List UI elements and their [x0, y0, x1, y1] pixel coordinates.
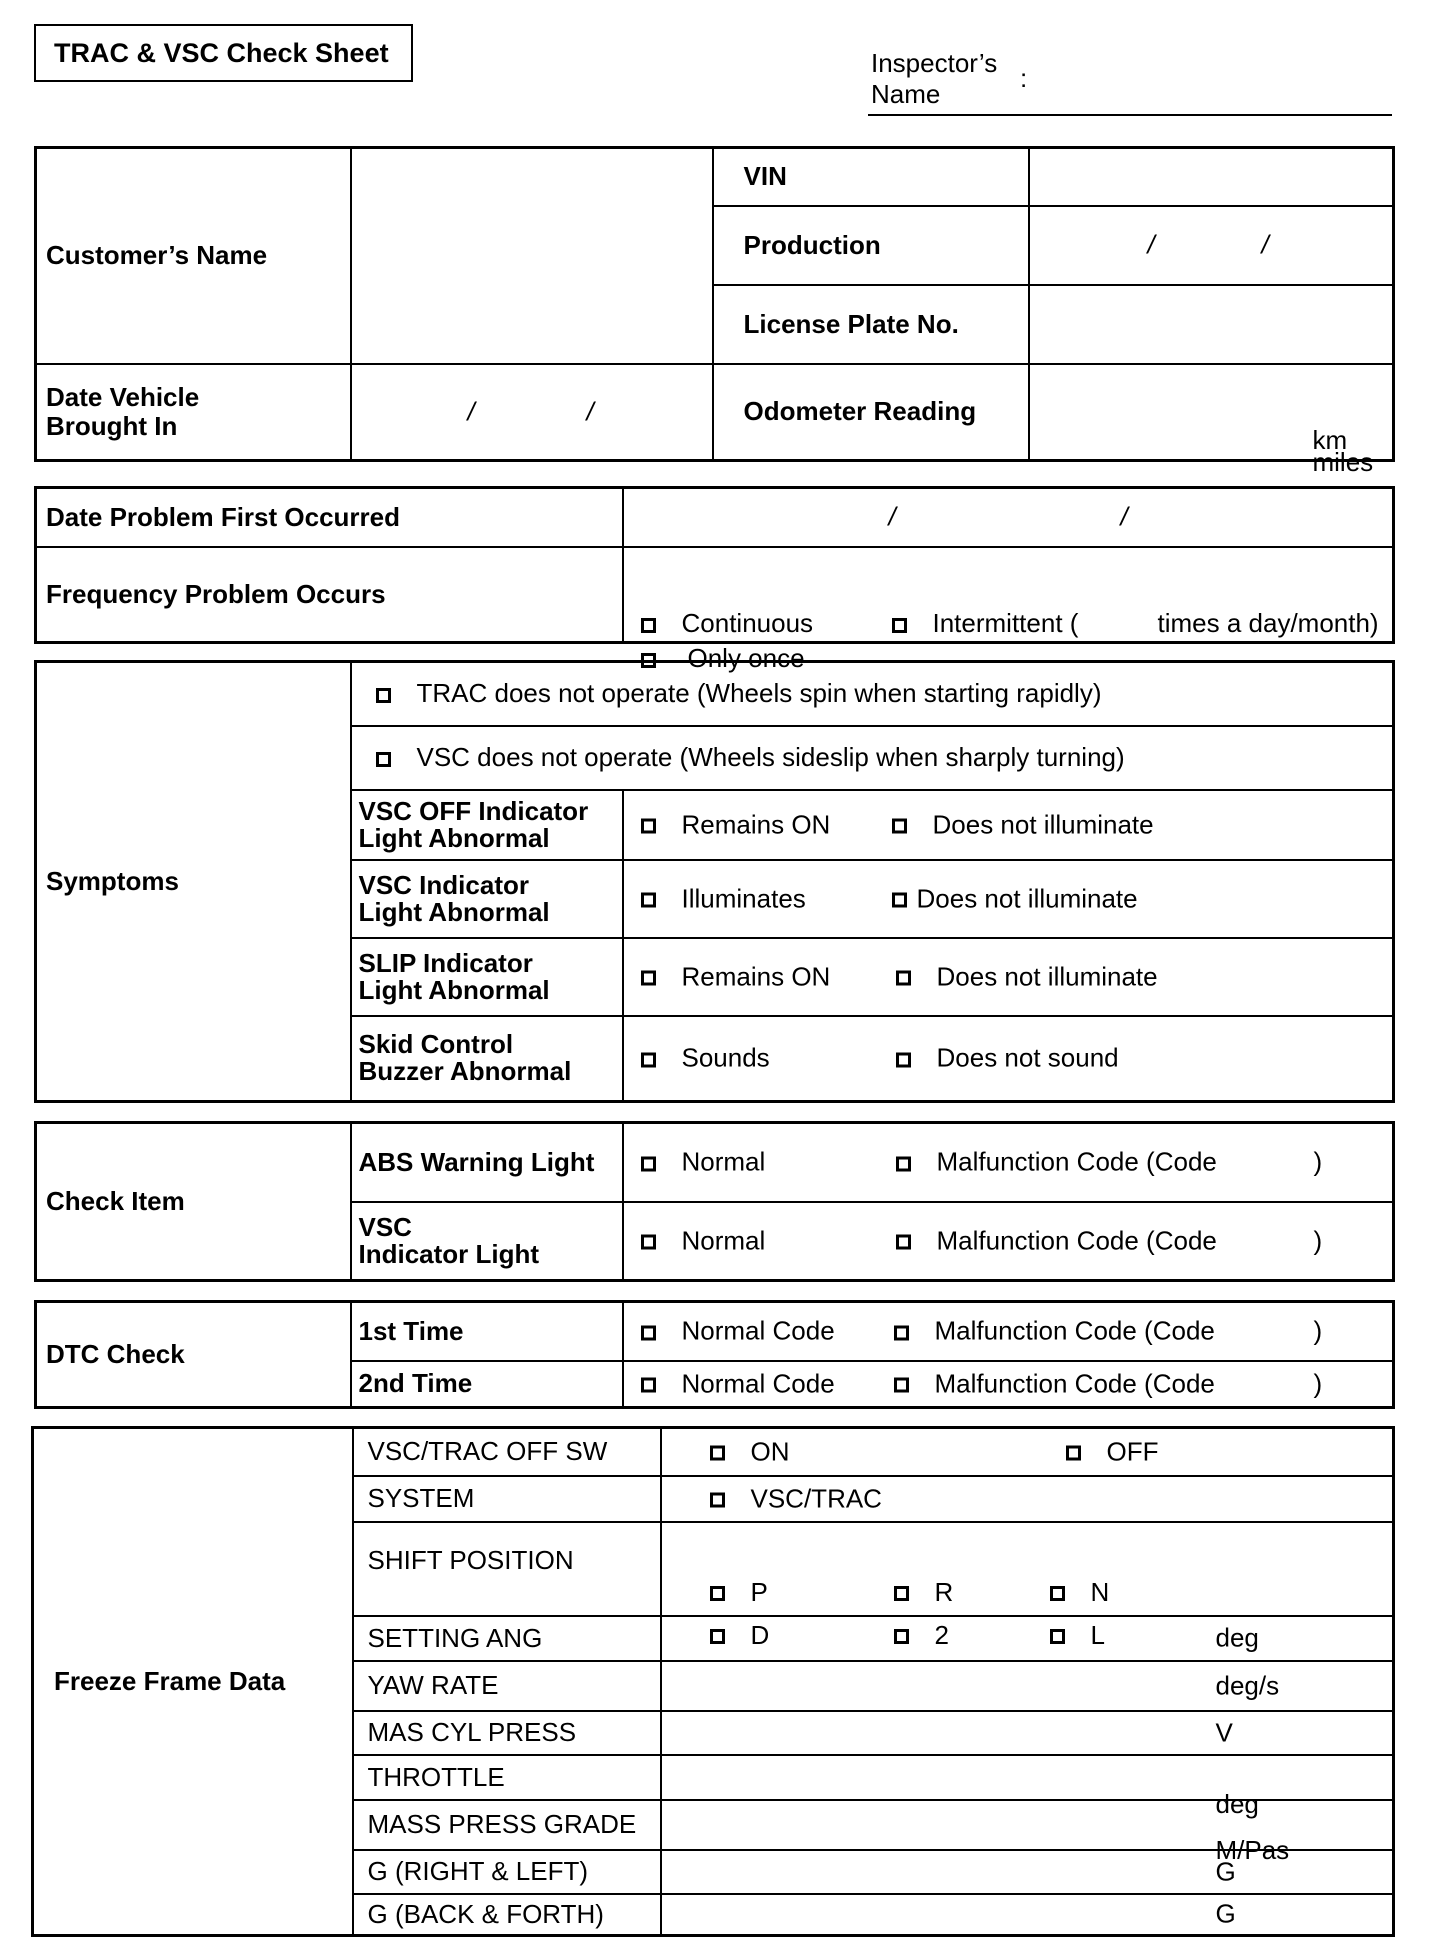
option-intermittent[interactable]: Intermittent (: [892, 608, 1079, 639]
checkbox-icon[interactable]: [892, 819, 907, 834]
unit-km: km: [1312, 424, 1348, 455]
times-label: times a day/month): [1157, 608, 1379, 639]
checkbox-icon[interactable]: [894, 1378, 909, 1393]
unit-label: deg: [1215, 1622, 1259, 1653]
checkbox-icon[interactable]: [710, 1629, 725, 1644]
inspector-label: Inspector’s Name: [871, 48, 998, 109]
symptoms-label: Symptoms: [36, 662, 351, 1102]
option-2[interactable]: 2: [894, 1620, 949, 1651]
unit-label: G: [1215, 1856, 1236, 1886]
option-sounds[interactable]: Sounds: [641, 1043, 770, 1074]
freeze-row-label: SETTING ANG: [353, 1616, 661, 1661]
freeze-row-label: G (BACK & FORTH): [353, 1894, 661, 1936]
shift-position-label: SHIFT POSITION: [353, 1522, 661, 1616]
unit-label: M/Pas: [1215, 1834, 1290, 1865]
vehicle-info-table: [34, 146, 1395, 477]
checkbox-icon[interactable]: [892, 893, 907, 908]
dtc-first-time-label: 1st Time: [351, 1302, 623, 1361]
option-n[interactable]: N: [1050, 1577, 1110, 1608]
option-normal-code[interactable]: Normal Code: [641, 1368, 835, 1399]
option-remains-on[interactable]: Remains ON: [641, 961, 831, 992]
option-does-not-sound[interactable]: Does not sound: [896, 1043, 1119, 1074]
checkbox-icon[interactable]: [896, 1235, 911, 1250]
checkbox-icon[interactable]: [641, 1378, 656, 1393]
vsc-off-indicator-label: VSC OFF Indicator Light Abnormal: [351, 790, 623, 860]
unit-label: deg: [1215, 1789, 1259, 1819]
checkbox-icon[interactable]: [376, 752, 391, 767]
odometer-field[interactable]: [1029, 364, 1394, 477]
option-does-not-illuminate[interactable]: Does not illuminate: [896, 961, 1158, 992]
checkbox-icon[interactable]: [641, 1235, 656, 1250]
checkbox-icon[interactable]: [710, 1493, 725, 1508]
check-item-label: Check Item: [36, 1123, 351, 1281]
production-field[interactable]: / /: [1029, 206, 1394, 285]
checkbox-icon[interactable]: [710, 1586, 725, 1601]
skid-control-buzzer-options: [623, 1016, 1394, 1102]
customer-name-field[interactable]: [351, 148, 713, 364]
freeze-row-value[interactable]: [661, 1800, 1394, 1865]
checkbox-icon[interactable]: [894, 1586, 909, 1601]
vin-label: VIN: [713, 148, 1029, 206]
freeze-row-value[interactable]: [661, 1755, 1394, 1819]
production-label: Production: [713, 206, 1029, 285]
vsc-trac-off-sw-label: VSC/TRAC OFF SW: [353, 1428, 661, 1476]
vsc-off-indicator-options: [623, 790, 1394, 860]
vsc-indicator-light-label: VSC Indicator Light: [351, 1202, 623, 1281]
freeze-frame-table: [31, 1426, 1395, 1937]
date-first-occurred-field[interactable]: / /: [623, 488, 1394, 547]
option-malfunction-code[interactable]: Malfunction Code (Code: [896, 1147, 1217, 1178]
checkbox-icon[interactable]: [1050, 1629, 1065, 1644]
option-normal[interactable]: Normal: [641, 1225, 766, 1256]
option-malfunction-code[interactable]: Malfunction Code (Code: [896, 1225, 1217, 1256]
frequency-label: Frequency Problem Occurs: [36, 547, 623, 643]
frequency-options: [623, 547, 1394, 674]
dtc-second-time-label: 2nd Time: [351, 1361, 623, 1408]
freeze-row-value[interactable]: [661, 1661, 1394, 1711]
sheet-title: TRAC & VSC Check Sheet: [34, 24, 413, 82]
check-item-table: [34, 1121, 1395, 1282]
option-continuous[interactable]: Continuous: [641, 608, 814, 639]
freeze-row-label: THROTTLE: [353, 1755, 661, 1800]
checkbox-icon[interactable]: [896, 1156, 911, 1171]
skid-control-buzzer-label: Skid Control Buzzer Abnormal: [351, 1016, 623, 1102]
checkbox-icon[interactable]: [641, 971, 656, 986]
checkbox-icon[interactable]: [641, 1156, 656, 1171]
freeze-row-label: YAW RATE: [353, 1661, 661, 1711]
freeze-frame-label: Freeze Frame Data: [33, 1428, 353, 1936]
freeze-row-label: G (RIGHT & LEFT): [353, 1850, 661, 1894]
checkbox-icon[interactable]: [710, 1446, 725, 1461]
checkbox-icon[interactable]: [896, 1052, 911, 1067]
unit-label: V: [1215, 1717, 1233, 1747]
date-brought-in-field[interactable]: / /: [351, 364, 713, 461]
checkbox-icon[interactable]: [641, 1325, 656, 1340]
vsc-not-operate-option[interactable]: VSC does not operate (Wheels sideslip when sharply turning): [351, 726, 1394, 790]
option-normal-code[interactable]: Normal Code: [641, 1316, 835, 1347]
option-vsc-trac[interactable]: VSC/TRAC: [710, 1483, 882, 1514]
unit-label: deg/s: [1215, 1670, 1280, 1700]
freeze-row-label: MAS CYL PRESS: [353, 1711, 661, 1755]
abs-warning-options: Normal Malfunction Code (Code ): [623, 1123, 1394, 1202]
license-plate-field[interactable]: [1029, 285, 1394, 364]
checkbox-icon[interactable]: [376, 688, 391, 703]
freeze-row-value[interactable]: [661, 1711, 1394, 1755]
checkbox-icon[interactable]: [641, 1052, 656, 1067]
checkbox-icon[interactable]: [641, 819, 656, 834]
checkbox-icon[interactable]: [1066, 1446, 1081, 1461]
option-only-once[interactable]: Only once: [641, 643, 805, 674]
customer-name-label: Customer’s Name: [36, 148, 351, 364]
vsc-indicator-options: [623, 860, 1394, 938]
option-remains-on[interactable]: Remains ON: [641, 809, 831, 840]
abs-warning-light-label: ABS Warning Light: [351, 1123, 623, 1202]
vsc-indicator-label: VSC Indicator Light Abnormal: [351, 860, 623, 938]
freeze-row-value[interactable]: [661, 1894, 1394, 1936]
date-brought-in-label: Date Vehicle Brought In: [36, 364, 351, 461]
dtc-check-label: DTC Check: [36, 1302, 351, 1408]
trac-not-operate-option[interactable]: TRAC does not operate (Wheels spin when starting rapidly): [351, 662, 1394, 726]
option-l[interactable]: L: [1050, 1620, 1105, 1651]
problem-table: [34, 486, 1395, 674]
option-d[interactable]: D: [710, 1620, 770, 1651]
system-options: [661, 1476, 1394, 1522]
option-on[interactable]: ON: [710, 1436, 790, 1467]
option-p[interactable]: P: [710, 1577, 768, 1608]
checkbox-icon[interactable]: [892, 618, 907, 633]
option-does-not-illuminate[interactable]: Does not illuminate: [892, 809, 1154, 840]
checkbox-icon[interactable]: [641, 618, 656, 633]
checkbox-icon[interactable]: [894, 1629, 909, 1644]
option-normal[interactable]: Normal: [641, 1147, 766, 1178]
unit-label: G: [1215, 1898, 1236, 1929]
vsc-indicator-light-options: Normal Malfunction Code (Code ): [623, 1202, 1394, 1281]
slip-indicator-options: [623, 938, 1394, 1016]
system-label: SYSTEM: [353, 1476, 661, 1522]
option-does-not-illuminate[interactable]: Does not illuminate: [892, 883, 1138, 914]
freeze-row-value[interactable]: [661, 1616, 1394, 1661]
checkbox-icon[interactable]: [641, 893, 656, 908]
checkbox-icon[interactable]: [1050, 1586, 1065, 1601]
date-first-occurred-label: Date Problem First Occurred: [36, 488, 623, 547]
option-illuminates[interactable]: Illuminates: [641, 883, 806, 914]
dtc-first-time-options: Normal Code Malfunction Code (Code ): [623, 1302, 1394, 1361]
dtc-check-table: [34, 1300, 1395, 1409]
option-malfunction-code[interactable]: Malfunction Code (Code: [894, 1368, 1215, 1399]
option-off[interactable]: OFF: [1066, 1436, 1159, 1467]
checkbox-icon[interactable]: [894, 1325, 909, 1340]
unit-miles: miles: [1312, 446, 1374, 477]
option-r[interactable]: R: [894, 1577, 954, 1608]
freeze-row-label: MASS PRESS GRADE: [353, 1800, 661, 1850]
vsc-trac-off-sw-options: [661, 1428, 1394, 1476]
option-malfunction-code[interactable]: Malfunction Code (Code: [894, 1316, 1215, 1347]
license-plate-label: License Plate No.: [713, 285, 1029, 364]
vin-field[interactable]: [1029, 148, 1394, 206]
dtc-second-time-options: Normal Code Malfunction Code (Code ): [623, 1361, 1394, 1408]
symptoms-table: [34, 660, 1395, 1103]
odometer-label: Odometer Reading: [713, 364, 1029, 461]
inspector-name-field[interactable]: Inspector’s Name :: [868, 46, 1392, 116]
slip-indicator-label: SLIP Indicator Light Abnormal: [351, 938, 623, 1016]
checkbox-icon[interactable]: [896, 971, 911, 986]
